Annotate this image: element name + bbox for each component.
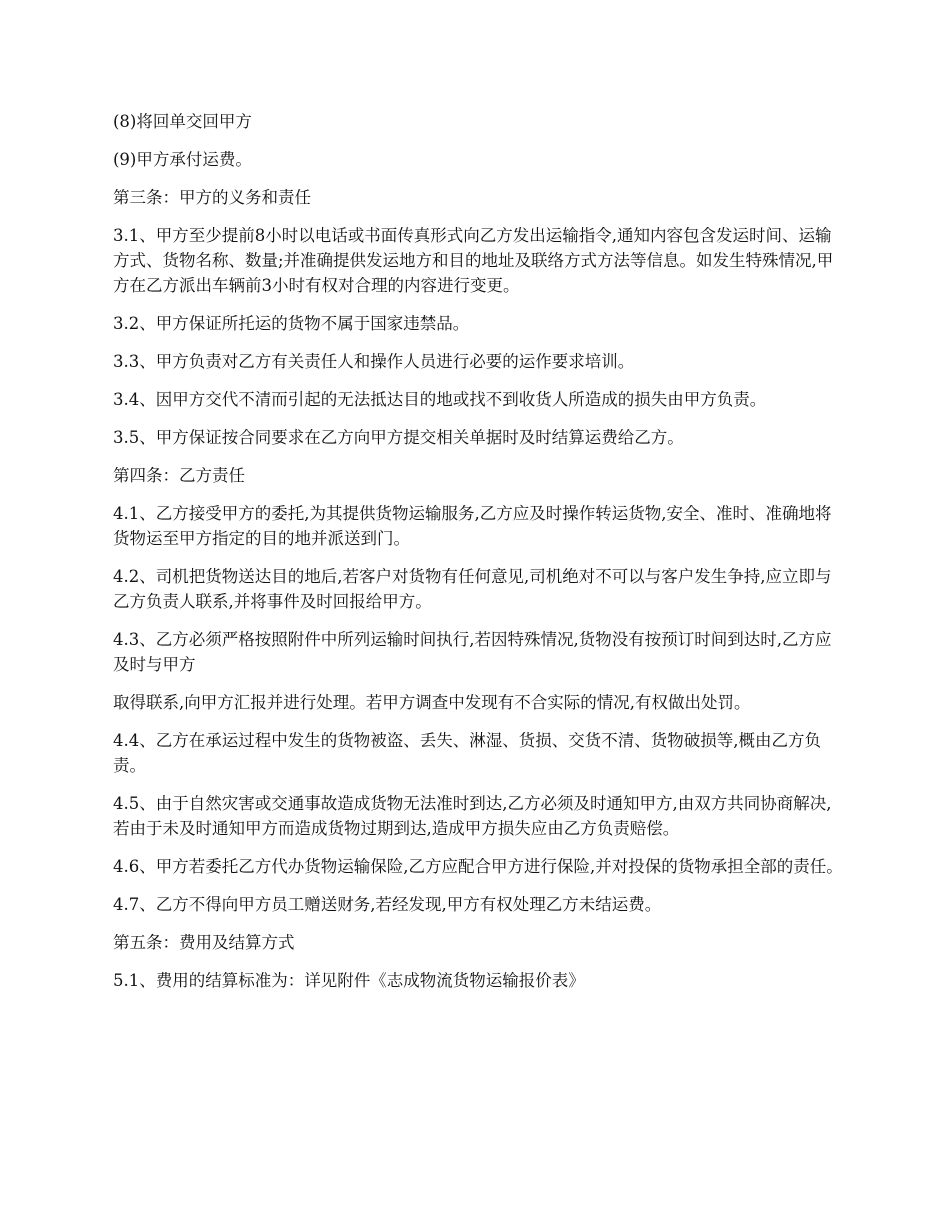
- section-heading-article-4: 第四条：乙方责任: [113, 466, 245, 485]
- document-body: [113, 109, 843, 1006]
- clause-4-7: 4.7、乙方不得向甲方员工赠送财务,若经发现,甲方有权处理乙方未结运费。: [113, 895, 662, 914]
- clause-3-5: 3.5、甲方保证按合同要求在乙方向甲方提交相关单据时及时结算运费给乙方。: [113, 428, 684, 447]
- clause-9-freight-payment: (9)甲方承付运费。: [113, 150, 252, 169]
- section-heading-article-3: 第三条：甲方的义务和责任: [113, 188, 311, 207]
- clause-5-1: 5.1、费用的结算标准为：详见附件《志成物流货物运输报价表》: [113, 971, 585, 990]
- section-heading-article-5: 第五条：费用及结算方式: [113, 933, 295, 952]
- clause-3-1: 3.1、甲方至少提前8小时以电话或书面传真形式向乙方发出运输指令,通知内容包含发运时间、运输方式、货物名称、数量;并准确提供发运地方和目的地址及联络方式方法等信息。如发生特殊情况,甲方在乙方派出车辆前3小时有权对合理的内容进行变更。: [113, 226, 834, 295]
- clause-4-4: 4.4、乙方在承运过程中发生的货物被盗、丢失、淋湿、货损、交货不清、货物破损等,概由乙方负责。: [113, 731, 821, 775]
- clause-3-3: 3.3、甲方负责对乙方有关责任人和操作人员进行必要的运作要求培训。: [113, 352, 635, 371]
- clause-4-5: 4.5、由于自然灾害或交通事故造成货物无法准时到达,乙方必须及时通知甲方,由双方共同协商解决,若由于未及时通知甲方而造成货物过期到达,造成甲方损失应由乙方负责赔偿。: [113, 794, 832, 838]
- clause-4-2: 4.2、司机把货物送达目的地后,若客户对货物有任何意见,司机绝对不可以与客户发生争持,应立即与乙方负责人联系,并将事件及时回报给甲方。: [113, 567, 832, 611]
- clause-4-3: 4.3、乙方必须严格按照附件中所列运输时间执行,若因特殊情况,货物没有按预订时间到达时,乙方应及时与甲方: [113, 630, 832, 674]
- clause-8-return-receipt: (8)将回单交回甲方: [113, 112, 252, 131]
- clause-3-2: 3.2、甲方保证所托运的货物不属于国家违禁品。: [113, 314, 470, 333]
- clause-4-1: 4.1、乙方接受甲方的委托,为其提供货物运输服务,乙方应及时操作转运货物,安全、准时、准确地将货物运至甲方指定的目的地并派送到门。: [113, 504, 832, 548]
- clause-3-4: 3.4、因甲方交代不清而引起的无法抵达目的地或找不到收货人所造成的损失由甲方负责。: [113, 390, 767, 409]
- clause-4-6: 4.6、甲方若委托乙方代办货物运输保险,乙方应配合甲方进行保险,并对投保的货物承担全部的责任。: [113, 857, 843, 876]
- clause-4-3-continued: 取得联系,向甲方汇报并进行处理。若甲方调查中发现有不合实际的情况,有权做出处罚。: [113, 693, 751, 712]
